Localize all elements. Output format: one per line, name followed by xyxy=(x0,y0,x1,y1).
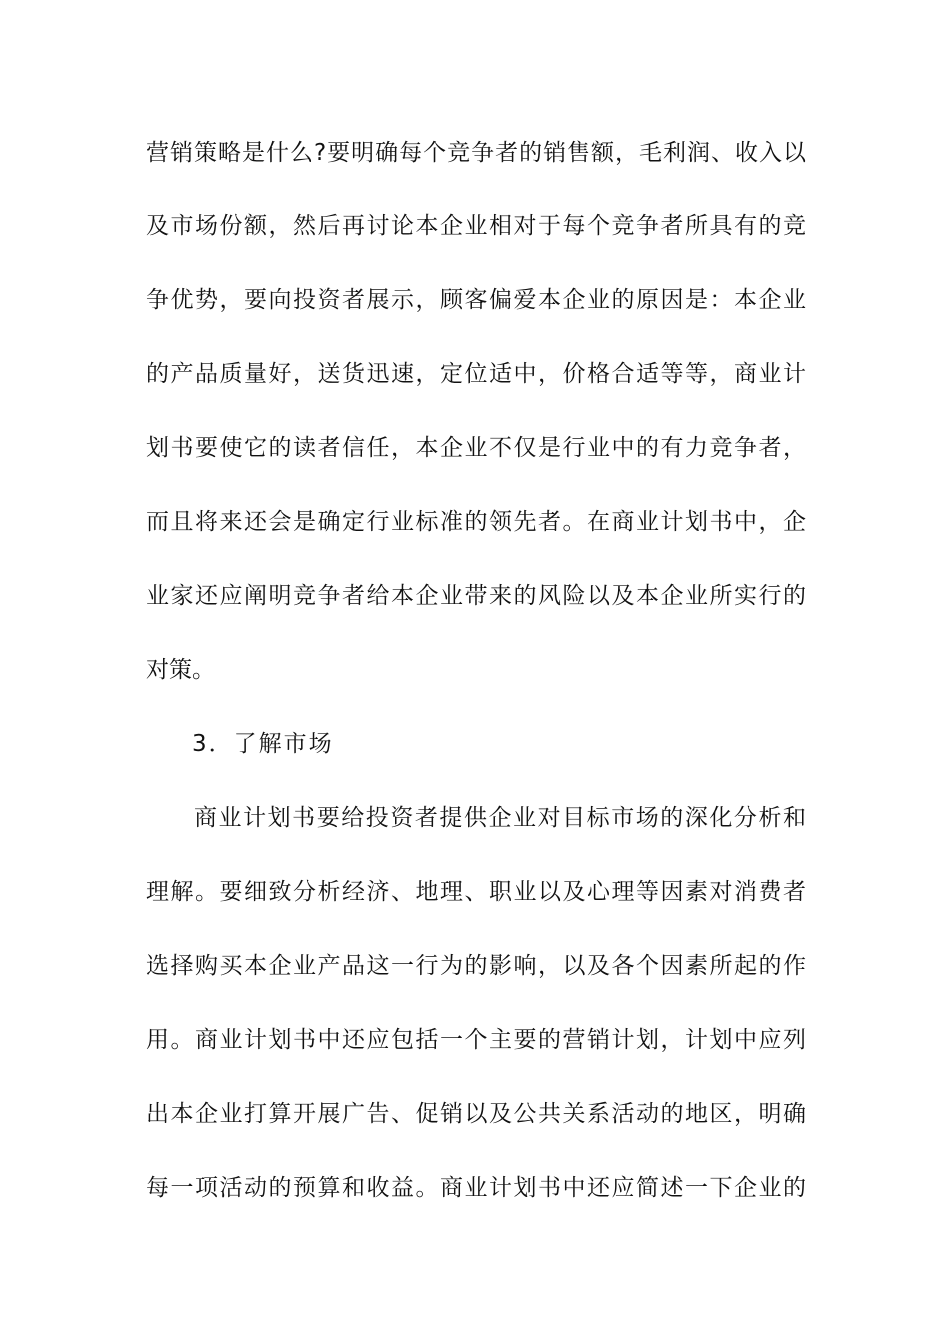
paragraph-2-line-2: 理解。要细致分析经济、地理、职业以及心理等因素对消费者 xyxy=(146,879,806,905)
paragraph-2-line-1: 商业计划书要给投资者提供企业对目标市场的深化分析和 xyxy=(194,805,806,831)
section-heading: 3．了解市场 xyxy=(192,731,334,757)
paragraph-1-line-7: 业家还应阐明竞争者给本企业带来的风险以及本企业所实行的 xyxy=(146,583,806,609)
paragraph-2-line-5: 出本企业打算开展广告、促销以及公共关系活动的地区，明确 xyxy=(146,1101,806,1127)
paragraph-1-line-3: 争优势，要向投资者展示，顾客偏爱本企业的原因是：本企业 xyxy=(146,287,806,313)
paragraph-2-line-3: 选择购买本企业产品这一行为的影响，以及各个因素所起的作 xyxy=(146,953,806,979)
paragraph-1-line-5: 划书要使它的读者信任，本企业不仅是行业中的有力竞争者， xyxy=(146,435,806,461)
paragraph-1-line-8: 对策。 xyxy=(146,657,215,683)
paragraph-2-line-6: 每一项活动的预算和收益。商业计划书中还应简述一下企业的 xyxy=(146,1175,806,1201)
paragraph-1-line-6: 而且将来还会是确定行业标准的领先者。在商业计划书中，企 xyxy=(146,509,806,535)
paragraph-1-line-1: 营销策略是什么?要明确每个竞争者的销售额，毛利润、收入以 xyxy=(146,140,806,166)
paragraph-1-line-2: 及市场份额，然后再讨论本企业相对于每个竞争者所具有的竞 xyxy=(146,213,806,239)
paragraph-1-line-4: 的产品质量好，送货迅速，定位适中，价格合适等等，商业计 xyxy=(146,361,806,387)
paragraph-2-line-4: 用。商业计划书中还应包括一个主要的营销计划，计划中应列 xyxy=(146,1027,806,1053)
